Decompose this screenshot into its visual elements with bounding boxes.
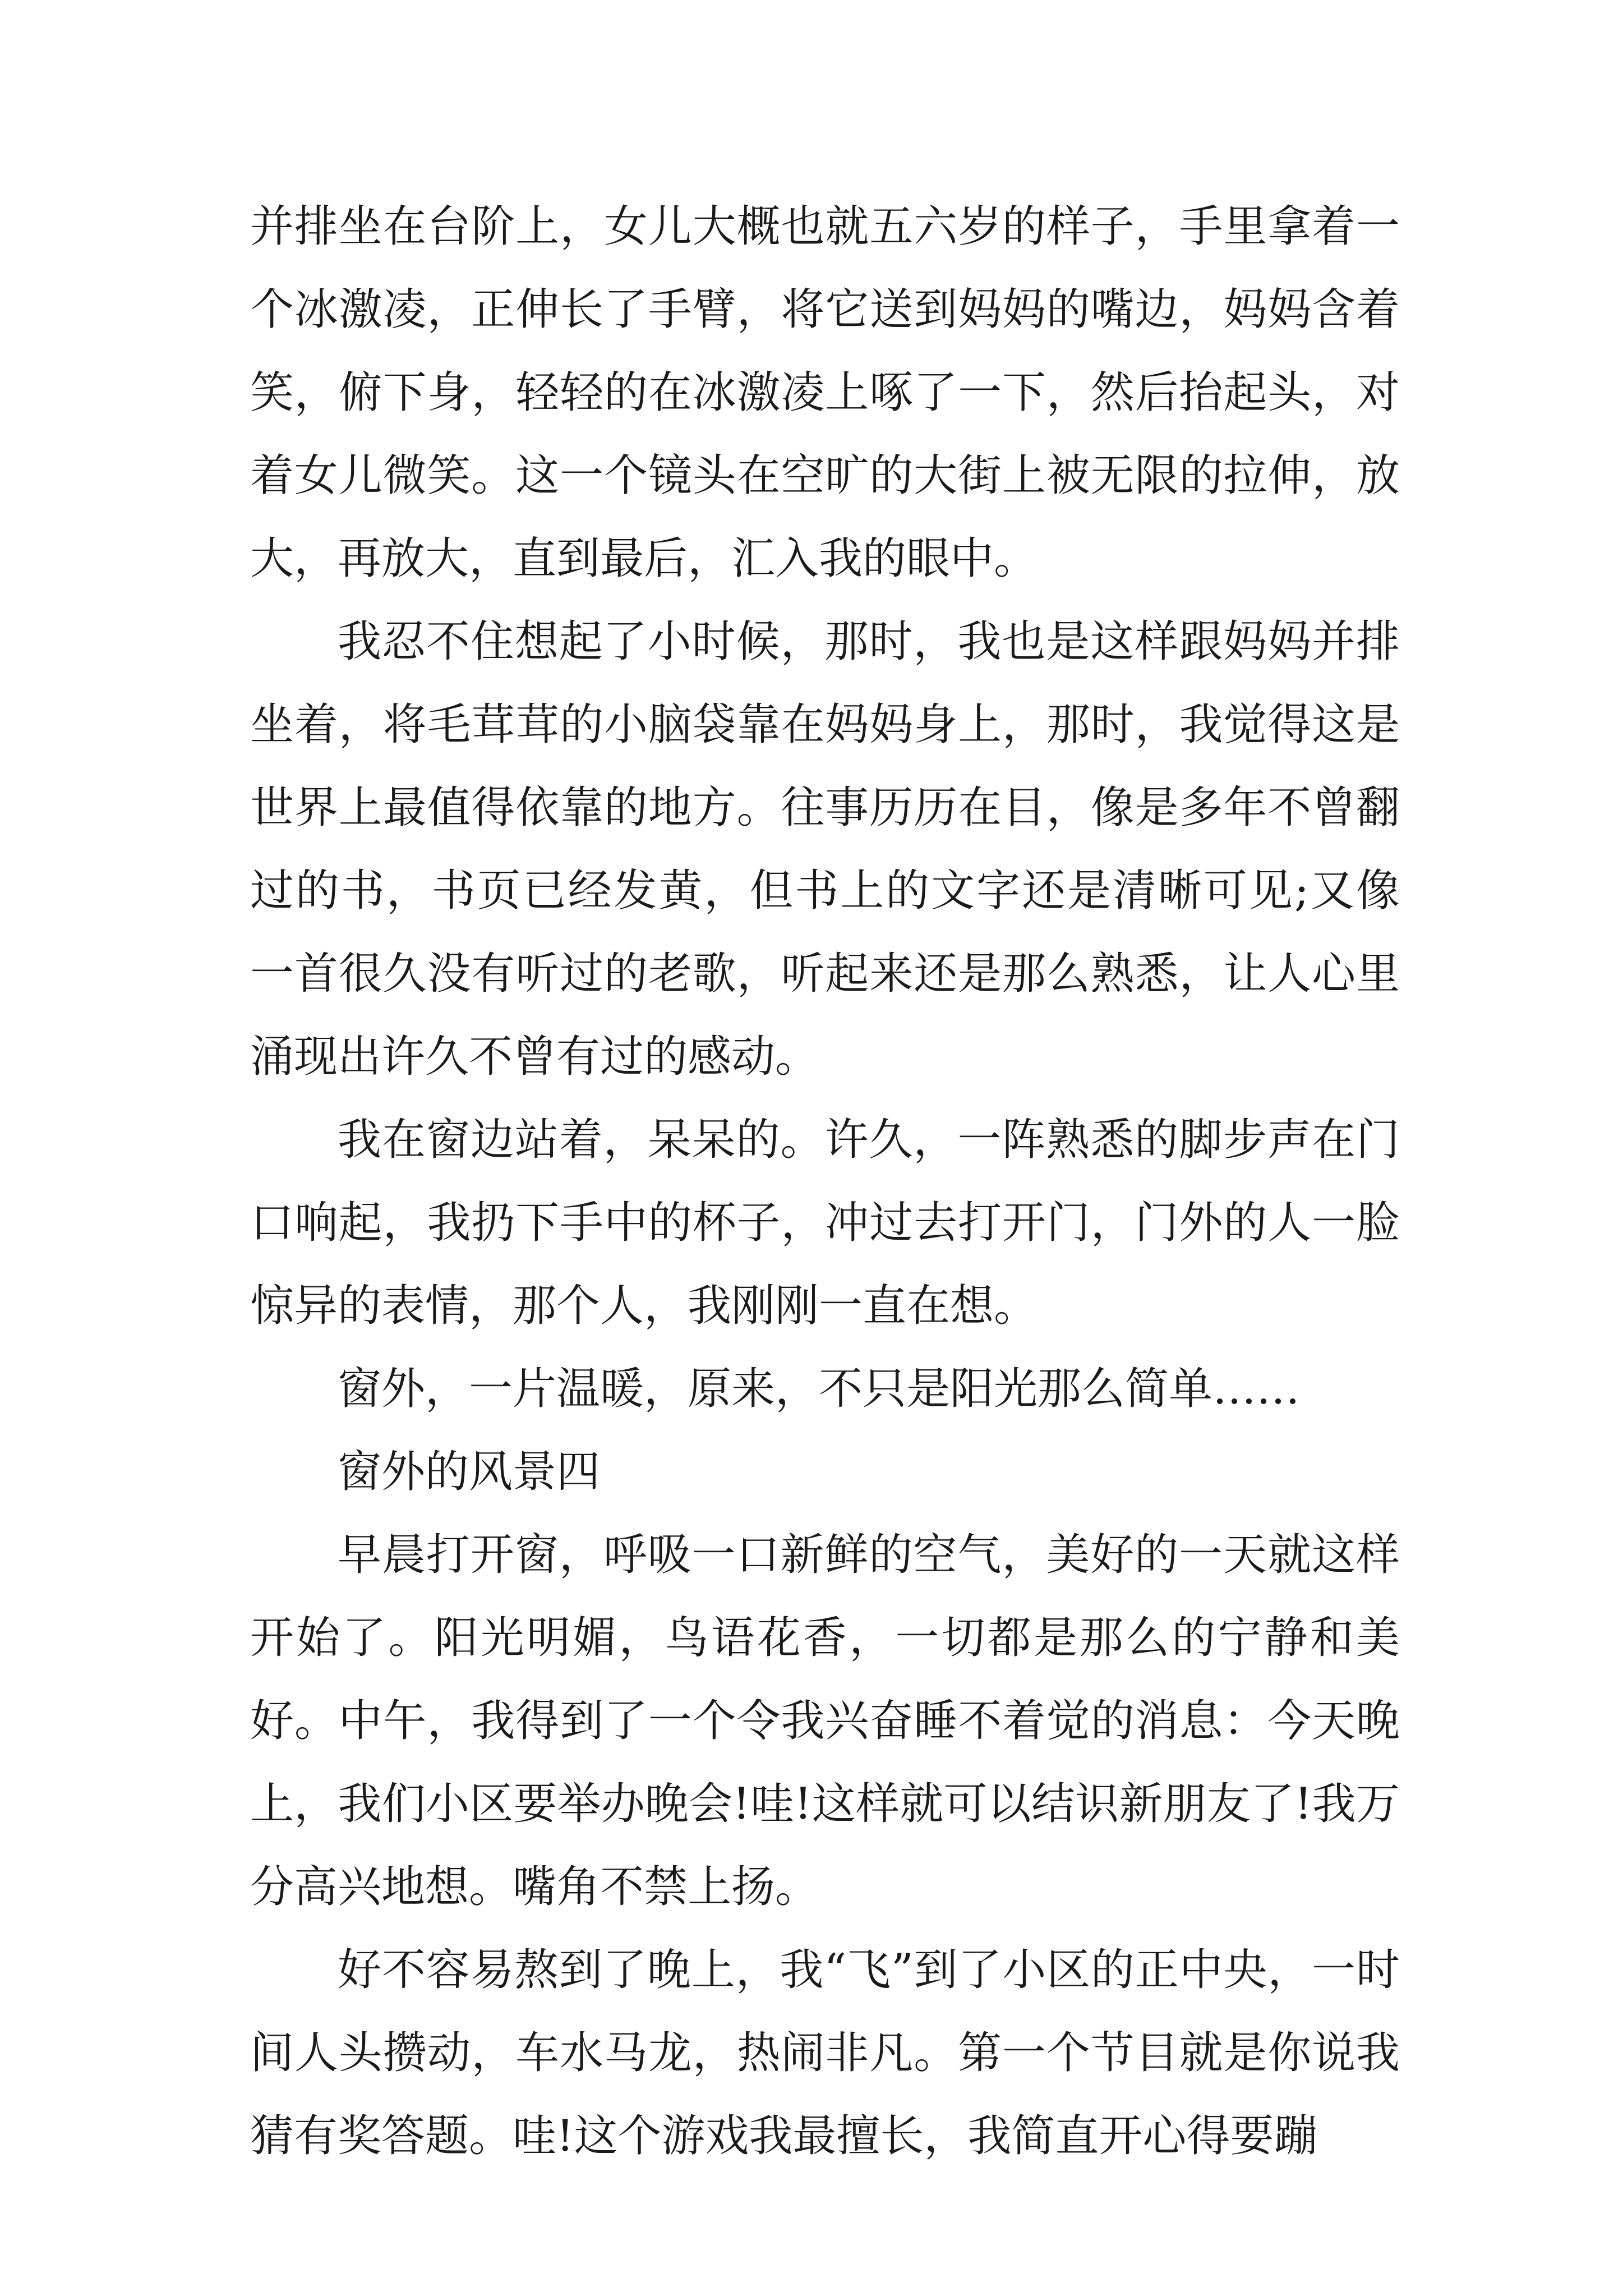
paragraph-warmth: 窗外，一片温暖，原来，不只是阳光那么简单…… xyxy=(338,1364,1301,1414)
paragraph-footsteps: 我在窗边站着，呆呆的。许久，一阵熟悉的脚步声在门口响起，我扔下手中的杯子，冲过去打开门，门外的人一脸惊异的表情，那个人，我刚刚一直在想。 xyxy=(250,1115,1400,1331)
paragraph-evening: 好不容易熬到了晚上，我“飞”到了小区的正中央，一时间人头攒动，车水马龙，热闹非凡。第一个节目就是你说我猜有奖答题。哇!这个游戏我最擅长，我简直开心得要蹦 xyxy=(250,1945,1400,2161)
document-body xyxy=(250,185,1400,2178)
section-heading: 窗外的风景四 xyxy=(338,1447,601,1497)
paragraph-continued: 并排坐在台阶上，女儿大概也就五六岁的样子，手里拿着一个冰激凌，正伸长了手臂，将它送到妈妈的嘴边，妈妈含着笑，俯下身，轻轻的在冰激凌上啄了一下，然后抬起头，对着女儿微笑。这一个镜头在空旷的大街上被无限的拉伸，放大，再放大，直到最后，汇入我的眼中。 xyxy=(250,201,1400,584)
paragraph-morning: 早晨打开窗，呼吸一口新鲜的空气，美好的一天就这样开始了。阳光明媚，鸟语花香，一切都是那么的宁静和美好。中午，我得到了一个令我兴奋睡不着觉的消息：今天晚上，我们小区要举办晚会!哇!这样就可以结识新朋友了!我万分高兴地想。嘴角不禁上扬。 xyxy=(250,1530,1400,1912)
paragraph-memory: 我忍不住想起了小时候，那时，我也是这样跟妈妈并排坐着，将毛茸茸的小脑袋靠在妈妈身上，那时，我觉得这是世界上最值得依靠的地方。往事历历在目，像是多年不曾翻过的书，书页已经发黄，但书上的文字还是清晰可见;又像一首很久没有听过的老歌，听起来还是那么熟悉，让人心里涌现出许久不曾有过的感动。 xyxy=(250,616,1400,1082)
